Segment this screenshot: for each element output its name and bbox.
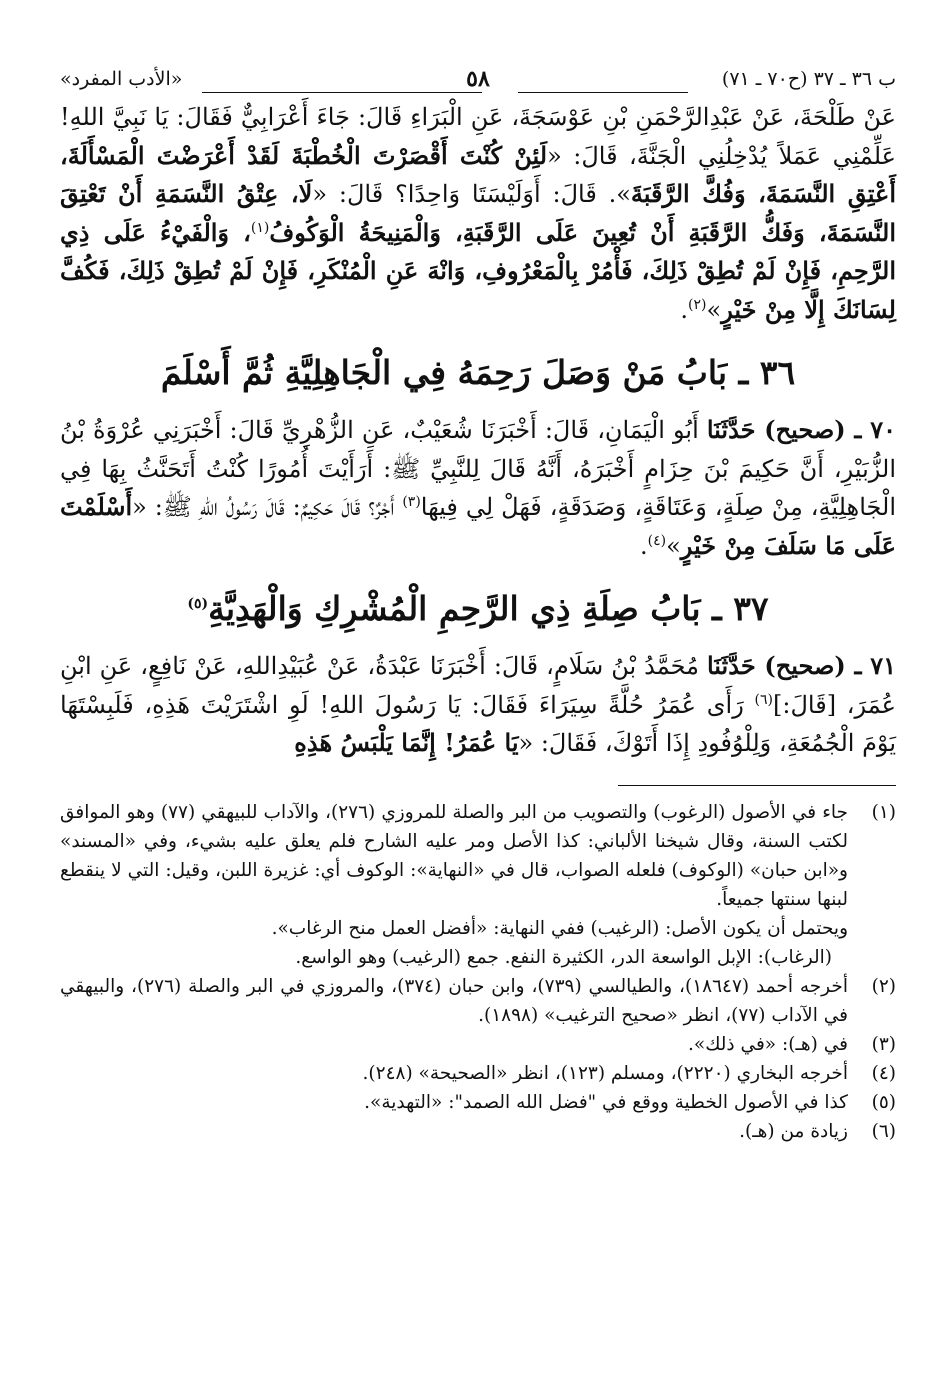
footnote-ref-3: (٣) bbox=[402, 494, 421, 510]
footnotes bbox=[60, 798, 896, 1146]
footnote-1-line-3: (الرغاب): الإبل الواسعة الدر، الكثيرة النفع. جمع (الرغيب) وهو الواسع. bbox=[295, 946, 832, 968]
header-rule-right bbox=[518, 92, 688, 93]
footnote-5: (٥) كذا في الأصول الخطية ووقع في "فضل الله الصمد": «التهدية». bbox=[364, 1091, 896, 1113]
footnote-4: (٤) أخرجه البخاري (٢٢٢٠)، ومسلم (١٢٣)، انظر «الصحيحة» (٢٤٨). bbox=[362, 1062, 896, 1084]
main-text bbox=[60, 98, 896, 763]
footnote-ref-2: (٢) bbox=[688, 296, 707, 313]
book-page bbox=[60, 62, 896, 1146]
hadith-70: ٧٠ ـ (صحيح) حَدَّثَنَا أَبُو الْيَمَانِ، قَالَ: أَخْبَرَنَا شُعَيْبٌ، عَنِ الزُّهْرِيِّ قَالَ: أَخْبَرَنِي عُرْوَةُ بْنُ الزُّبَيْرِ، أَنَّ حَكِيمَ بْنَ حِزَامٍ أَخْبَرَهُ، أَنَّهُ قَالَ لِلنَّبِيِّ ﷺ: أَرَأَيْتَ أُمُورًا كُنْتُ أَتَحَنَّثُ بِهَا فِي الْجَاهِلِيَّةِ، مِنْ صِلَةٍ، وَعَتَاقَةٍ، وَصَدَقَةٍ، فَهَلْ لِي فِيهَا$^{(٣)}$ أَجْرٌ؟ قَالَ حَكِيمٌ: قَالَ رَسُولُ اللهِ ﷺ: «أَسْلَمْتَ عَلَى مَا سَلَفَ مِنْ خَيْرٍ»$^{(٤)}$. bbox=[60, 415, 896, 560]
footnote-3: (٣) في (هـ): «في ذلك». bbox=[688, 1033, 896, 1055]
footnote-ref-5: (٥) bbox=[187, 596, 209, 612]
chapter-heading-37: ٣٧ ـ بَابُ صِلَةِ ذِي الرَّحِمِ الْمُشْرِكِ وَالْهَدِيَّةِ$^{(٥)}$ bbox=[187, 589, 769, 628]
footnote-1: (١) جاء في الأصول (الرغوب) والتصويب من البر والصلة للمروزي (٢٧٦)، والآداب للبيهقي (٧٧) وهو الموافق لكتب السنة، وقال شيخنا الألباني: كذا الأصل ومر عليه الشارح فلم يعلق عليه بشيء، وفي «المسند» و«ابن حبان» (الوكوف) فلعله الصواب، قال في «النهاية»: الوكوف أي: غزيرة اللبن، وقيل: التي لا ينقطع لبنها سنتها جميعاً. bbox=[60, 801, 896, 910]
page-number: ٥٨ bbox=[466, 66, 490, 92]
running-header bbox=[60, 62, 896, 98]
footnote-ref-4: (٤) bbox=[647, 532, 667, 549]
hadith-71: ٧١ ـ (صحيح) حَدَّثَنَا مُحَمَّدُ بْنُ سَلَامٍ، قَالَ: أَخْبَرَنَا عَبْدَةُ، عَنْ عُبَيْدِاللهِ، عَنْ نَافِعٍ، عَنِ ابْنِ عُمَرَ، [قَالَ:]$^{(٦)}$ رَأَى عُمَرُ حُلَّةً سِيَرَاءَ فَقَالَ: يَا رَسُولَ اللهِ! لَوِ اشْتَرَيْتَ هَذِهِ، فَلَبِسْتَهَا يَوْمَ الْجُمُعَةِ، وَلِلْوُفُودِ إِذَا أَتَوْكَ، فَقَالَ: «يَا عُمَرُ! إِنَّمَا يَلْبَسُ هَذِهِ bbox=[60, 651, 896, 757]
footnote-2: (٢) أخرجه أحمد (١٨٦٤٧)، والطيالسي (٧٣٩)، وابن حبان (٣٧٤)، والمروزي في البر والصلة (٢٧٦)، والبيهقي في الآداب (٧٧)، انظر «صحيح الترغيب» (١٨٩٨). bbox=[60, 975, 896, 1026]
chapter-heading-36: ٣٦ ـ بَابُ مَنْ وَصَلَ رَحِمَهُ فِي الْجَاهِلِيَّةِ ثُمَّ أَسْلَمَ bbox=[160, 353, 796, 392]
header-book-title: «الأدب المفرد» bbox=[60, 68, 183, 90]
footnote-ref-1: (١) bbox=[250, 219, 270, 236]
footnote-6: (٦) زيادة من (هـ). bbox=[739, 1120, 896, 1142]
footnote-ref-6: (٦) bbox=[754, 691, 774, 708]
footnote-1-line-2: ويحتمل أن يكون الأصل: (الرغيب) ففي النهاية: «أفضل العمل منح الرغاب». bbox=[271, 917, 848, 939]
hadith-69-continuation: عَنْ طَلْحَةَ، عَنْ عَبْدِالرَّحْمَنِ بْنِ عَوْسَجَةَ، عَنِ الْبَرَاءِ قَالَ: جَاءَ أَعْرَابِيٌّ فَقَالَ: يَا نَبِيَّ اللهِ! عَلِّمْنِي عَمَلاً يُدْخِلُنِي الْجَنَّةَ، قَالَ: «لَئِنْ كُنْتَ أَقْصَرْتَ الْخُطْبَةَ لَقَدْ أَعْرَضْتَ الْمَسْأَلَةَ، أَعْتِقِ النَّسَمَةَ، وَفُكَّ الرَّقَبَةَ». قَالَ: أَوَلَيْسَتَا وَاحِدًا؟ قَالَ: «لَا، عِتْقُ النَّسَمَةِ أَنْ تَعْتِقَ النَّسَمَةَ، وَفَكُّ الرَّقَبَةِ أَنْ تُعِينَ عَلَى الرَّقَبَةِ، وَالْمَنِيحَةُ الْوَكُوفُ$^{(١)}$، وَالْفَيْءُ عَلَى ذِي الرَّحِمِ، فَإِنْ لَمْ تُطِقْ ذَلِكَ، فَأْمُرْ بِالْمَعْرُوفِ، وَانْهَ عَنِ الْمُنْكَرِ، فَإِنْ لَمْ تُطِقْ ذَلِكَ، فَكُفَّ لِسَانَكَ إِلَّا مِنْ خَيْرٍ»$^{(٢)}$. bbox=[60, 103, 896, 324]
header-section-ref: ب ٣٦ ـ ٣٧ (ح٧٠ ـ ٧١) bbox=[721, 68, 896, 90]
header-rule-left bbox=[202, 92, 482, 93]
footnote-separator bbox=[618, 785, 896, 786]
